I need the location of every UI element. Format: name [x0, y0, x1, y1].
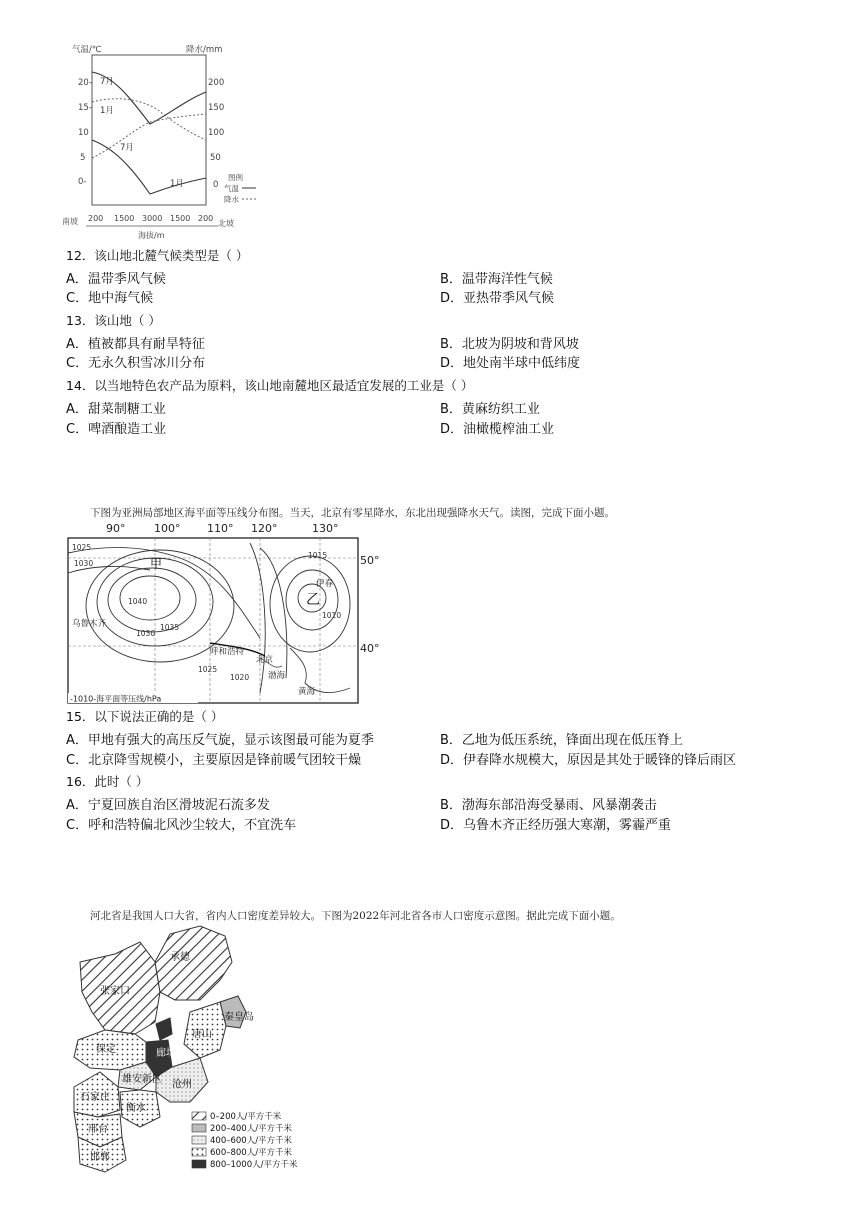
city-hohhot: 呼和浩特	[210, 647, 245, 657]
q13-option-c[interactable]: C．无永久积雪冰川分布	[66, 356, 206, 371]
x-right-label: 北坡	[218, 219, 234, 228]
right-tick: 200	[208, 78, 225, 88]
isobar-value: 1025	[72, 543, 92, 552]
legend-item: 600–800人/平方千米	[210, 1148, 293, 1158]
q14-option-c[interactable]: C．啤酒酿造工业	[66, 422, 167, 437]
longitude-label: 120°	[251, 522, 278, 535]
question-13-stem: 13．该山地（ ）	[66, 313, 161, 328]
right-tick: 100	[208, 128, 225, 138]
city-yichun: 伊春	[316, 579, 334, 589]
q14-option-a[interactable]: A．甜菜制糖工业	[66, 402, 166, 417]
q12-option-a[interactable]: A．温带季风气候	[66, 272, 166, 287]
legend-title: 图例	[228, 173, 243, 182]
isobar-value: 1015	[308, 551, 328, 560]
hebei-density-map	[60, 922, 330, 1177]
isobar-value: 1030	[74, 559, 94, 568]
city-hengshui: 衡水	[126, 1103, 146, 1114]
latitude-label: 40°	[360, 642, 380, 655]
isobar-value: 1010	[322, 611, 342, 620]
left-tick: 0-	[78, 177, 87, 187]
question-14-stem: 14．以当地特色农产品为原料，该山地南麓地区最适宜发展的工业是（ ）	[66, 378, 474, 393]
isobar-map-figure	[60, 518, 390, 708]
city-xingtai: 邢台	[88, 1124, 108, 1135]
question-12-stem: 12．该山地北麓气候类型是（ ）	[66, 248, 249, 263]
q16-option-b[interactable]: B．渤海东部沿海受暴雨、风暴潮袭击	[440, 798, 657, 813]
curve-label: 1月	[170, 179, 184, 189]
x-axis-title: 海拔/m	[138, 231, 165, 240]
city-baoding: 保定	[96, 1044, 116, 1055]
q16-option-c[interactable]: C．呼和浩特偏北风沙尘较大，不宜洗车	[66, 818, 297, 833]
map-legend: -1010-海平面等压线/hPa	[70, 694, 162, 704]
legend-temp: 气温	[224, 184, 239, 193]
x-tick: 1500	[170, 214, 191, 223]
legend-item: 0–200人/平方千米	[210, 1112, 282, 1122]
q16-option-d[interactable]: D．乌鲁木齐正经历强大寒潮，雾霾严重	[440, 818, 672, 833]
x-tick: 200	[88, 214, 104, 223]
sea-bohai: 渤海	[268, 671, 286, 681]
q16-option-a[interactable]: A．宁夏回族自治区滑坡泥石流多发	[66, 798, 270, 813]
q12-option-d[interactable]: D．亚热带季风气候	[440, 291, 555, 306]
isobar-value: 1020	[230, 673, 250, 682]
climate-profile-figure	[58, 40, 273, 240]
city-handan: 邯郸	[90, 1152, 110, 1163]
q12-option-c[interactable]: C．地中海气候	[66, 291, 154, 306]
left-tick: 5	[80, 153, 86, 163]
q13-option-d[interactable]: D．地处南半球中低纬度	[440, 356, 581, 371]
city-qinhuangdao: 秦皇岛	[224, 1012, 254, 1023]
longitude-label: 130°	[312, 522, 339, 535]
city-cangzhou: 沧州	[172, 1079, 192, 1090]
intro-2: 下图为亚洲局部地区海平面等压线分布图。当天，北京有零星降水，东北出现强降水天气。读图，完成下面小题。	[90, 507, 615, 519]
legend-item: 400–600人/平方千米	[210, 1136, 293, 1146]
x-tick: 3000	[142, 214, 163, 223]
right-axis-title: 降水/mm	[186, 45, 223, 55]
x-tick: 1500	[114, 214, 135, 223]
legend-item: 800–1000人/平方千米	[210, 1160, 298, 1170]
latitude-label: 50°	[360, 554, 380, 567]
intro-3: 河北省是我国人口大省，省内人口密度差异较大。下图为2022年河北省各市人口密度示意图。据此完成下面小题。	[90, 910, 621, 922]
city-langfang: 廊坊	[156, 1048, 176, 1059]
question-15-stem: 15．以下说法正确的是（ ）	[66, 709, 224, 724]
longitude-label: 110°	[207, 522, 234, 535]
question-16-stem: 16．此时（ ）	[66, 774, 149, 789]
city-beijing: 北京	[256, 655, 274, 665]
q14-option-d[interactable]: D．油橄榄榨油工业	[440, 422, 555, 437]
longitude-label: 100°	[154, 522, 181, 535]
left-tick: 15-	[78, 103, 92, 113]
q14-option-b[interactable]: B．黄麻纺织工业	[440, 402, 540, 417]
right-tick: 0	[213, 180, 219, 190]
left-tick: 10	[78, 128, 89, 138]
city-shijiazhuang: 石家庄	[80, 1092, 110, 1103]
isobar-value: 1040	[128, 597, 148, 606]
q13-option-b[interactable]: B．北坡为阴坡和背风坡	[440, 337, 579, 352]
x-left-label: 南坡	[62, 217, 78, 226]
curve-label: 7月	[120, 143, 134, 153]
longitude-label: 90°	[106, 522, 126, 535]
sea-yellow: 黄海	[298, 687, 316, 697]
left-axis-title: 气温/℃	[72, 45, 102, 55]
label-jia: 甲	[150, 557, 163, 571]
right-tick: 50	[210, 153, 221, 163]
curve-label: 1月	[100, 106, 114, 116]
city-tangshan: 唐山	[192, 1029, 212, 1040]
x-tick: 200	[198, 214, 214, 223]
q15-option-a[interactable]: A．甲地有强大的高压反气旋，显示该图最可能为夏季	[66, 733, 374, 748]
q15-option-c[interactable]: C．北京降雪规模小，主要原因是锋前暖气团较干燥	[66, 753, 362, 768]
q15-option-d[interactable]: D．伊春降水规模大，原因是其处于暖锋的锋后雨区	[440, 753, 737, 768]
right-tick: 150	[208, 103, 225, 113]
isobar-value: 1030	[136, 629, 156, 638]
isobar-value: 1025	[198, 665, 218, 674]
city-chengde: 承德	[170, 952, 190, 963]
city-xiongan: 雄安新区	[122, 1074, 162, 1085]
q12-option-b[interactable]: B．温带海洋性气候	[440, 272, 553, 287]
curve-label: 7月	[100, 77, 114, 87]
isobar-value: 1035	[160, 623, 180, 632]
legend-precip: 降水	[224, 195, 239, 204]
city-urumqi: 乌鲁木齐	[72, 619, 107, 629]
label-yi: 乙	[306, 592, 320, 608]
city-zhangjiakou: 张家口	[100, 986, 130, 997]
q13-option-a[interactable]: A．植被都具有耐旱特征	[66, 337, 205, 352]
legend-item: 200–400人/平方千米	[210, 1124, 293, 1134]
left-tick: 20-	[78, 78, 92, 88]
q15-option-b[interactable]: B．乙地为低压系统，锋面出现在低压脊上	[440, 733, 683, 748]
